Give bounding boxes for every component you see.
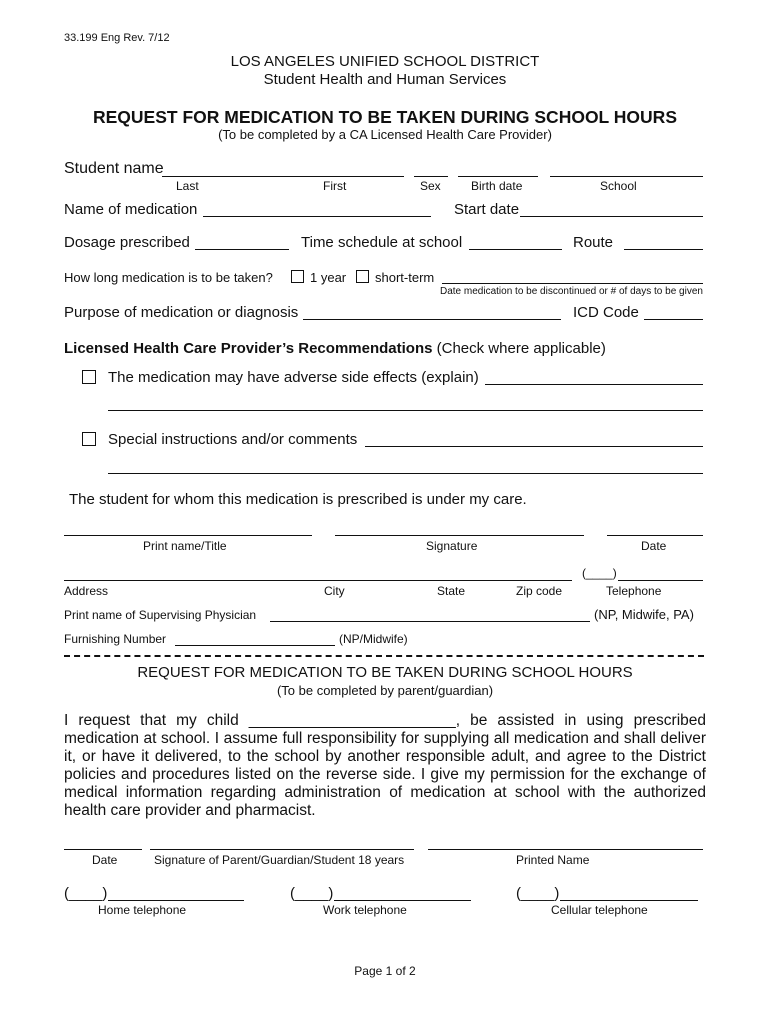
sex-field[interactable] xyxy=(414,176,448,177)
birth-date-caption: Birth date xyxy=(471,179,523,193)
adverse-effects-field-line2[interactable] xyxy=(108,410,703,411)
date-field[interactable] xyxy=(607,535,703,536)
state-caption: State xyxy=(437,584,466,598)
telephone-caption: Telephone xyxy=(606,584,662,598)
address-caption: Address xyxy=(64,584,109,598)
start-date-label: Start date xyxy=(454,201,520,218)
np-midwife-pa-note: (NP, Midwife, PA) xyxy=(594,607,694,622)
first-caption: First xyxy=(323,179,347,193)
signature-field[interactable] xyxy=(335,535,584,536)
recommendations-note: (Check where applicable) xyxy=(436,340,606,357)
district-name: LOS ANGELES UNIFIED SCHOOL DISTRICT xyxy=(230,53,540,70)
care-statement: The student for whom this medication is prescribed is under my care. xyxy=(69,491,527,508)
short-term-label: short-term xyxy=(375,270,435,285)
supervising-physician-label: Print name of Supervising Physician xyxy=(64,608,257,622)
dosage-field[interactable] xyxy=(195,249,289,250)
np-midwife-note: (NP/Midwife) xyxy=(339,632,408,646)
cell-phone-area-code[interactable]: (____) xyxy=(516,885,560,902)
parent-consent-paragraph: I request that my child ________________________, be assisted in using prescribed medication at school. I assume full responsibility for supplying all medication and shall deliver it, or have it delivered, to the school by another responsible adult, and agree to the District policies and procedures listed on the reverse side. I give my permission for the exchange of medical information regarding administration of medication at school with the authorized health care provider and pharmacist. xyxy=(64,712,706,819)
form-subtitle: (To be completed by a CA Licensed Health Care Provider) xyxy=(218,127,552,142)
adverse-effects-field[interactable] xyxy=(485,384,703,385)
zip-code-caption: Zip code xyxy=(516,584,563,598)
address-field[interactable] xyxy=(64,580,572,581)
adverse-effects-checkbox[interactable] xyxy=(82,370,96,384)
how-long-label: How long medication is to be taken? xyxy=(64,270,273,285)
telephone-area-code[interactable]: (____) xyxy=(582,566,617,580)
special-instructions-checkbox[interactable] xyxy=(82,432,96,446)
form-code: 33.199 Eng Rev. 7/12 xyxy=(64,32,170,44)
parent-section-title: REQUEST FOR MEDICATION TO BE TAKEN DURING SCHOOL HOURS xyxy=(137,664,633,681)
discontinue-field[interactable] xyxy=(442,283,703,284)
time-schedule-label: Time schedule at school xyxy=(301,234,463,251)
special-instructions-field[interactable] xyxy=(365,446,703,447)
work-phone-field[interactable] xyxy=(334,900,471,901)
printed-name-caption: Printed Name xyxy=(516,853,590,867)
print-name-field[interactable] xyxy=(64,535,312,536)
purpose-label: Purpose of medication or diagnosis xyxy=(64,304,299,321)
furnishing-number-field[interactable] xyxy=(175,645,335,646)
student-name-label: Student name xyxy=(64,160,164,177)
route-field[interactable] xyxy=(624,249,703,250)
route-label: Route xyxy=(573,234,614,251)
department-name: Student Health and Human Services xyxy=(263,71,507,88)
birth-date-field[interactable] xyxy=(458,176,538,177)
furnishing-number-label: Furnishing Number xyxy=(64,632,167,646)
work-phone-caption: Work telephone xyxy=(323,903,407,917)
cell-phone-caption: Cellular telephone xyxy=(551,903,648,917)
work-phone-area-code[interactable]: (____) xyxy=(290,885,334,902)
one-year-label: 1 year xyxy=(310,270,347,285)
supervising-physician-field[interactable] xyxy=(270,621,590,622)
parent-section-subtitle: (To be completed by parent/guardian) xyxy=(276,683,494,698)
home-phone-field[interactable] xyxy=(108,900,244,901)
printed-name-field[interactable] xyxy=(428,849,703,850)
school-caption: School xyxy=(600,179,637,193)
time-schedule-field[interactable] xyxy=(469,249,562,250)
short-term-checkbox[interactable] xyxy=(356,270,369,283)
special-instructions-field-line2[interactable] xyxy=(108,473,703,474)
medication-field[interactable] xyxy=(203,216,431,217)
parent-date-caption: Date xyxy=(92,853,118,867)
city-caption: City xyxy=(324,584,345,598)
adverse-effects-label: The medication may have adverse side effects (explain) xyxy=(108,369,479,386)
student-name-field[interactable] xyxy=(162,176,404,177)
page-number: Page 1 of 2 xyxy=(354,964,416,978)
medication-label: Name of medication xyxy=(64,201,198,218)
purpose-field[interactable] xyxy=(303,319,561,320)
start-date-field[interactable] xyxy=(520,216,703,217)
signature-caption: Signature xyxy=(426,539,478,553)
parent-signature-field[interactable] xyxy=(150,849,414,850)
discontinue-caption: Date medication to be discontinued or # of days to be given xyxy=(440,286,703,297)
print-name-caption: Print name/Title xyxy=(143,539,227,553)
form-title: REQUEST FOR MEDICATION TO BE TAKEN DURING SCHOOL HOURS xyxy=(92,107,677,127)
special-instructions-label: Special instructions and/or comments xyxy=(108,431,358,448)
home-phone-area-code[interactable]: (____) xyxy=(64,885,108,902)
home-phone-caption: Home telephone xyxy=(98,903,187,917)
school-field[interactable] xyxy=(550,176,703,177)
last-caption: Last xyxy=(176,179,199,193)
date-caption: Date xyxy=(641,539,667,553)
parent-signature-caption: Signature of Parent/Guardian/Student 18 years xyxy=(154,853,405,867)
icd-code-label: ICD Code xyxy=(573,304,639,321)
telephone-field[interactable] xyxy=(618,580,703,581)
cell-phone-field[interactable] xyxy=(560,900,698,901)
one-year-checkbox[interactable] xyxy=(291,270,304,283)
dosage-label: Dosage prescribed xyxy=(64,234,190,251)
parent-date-field[interactable] xyxy=(64,849,142,850)
sex-caption: Sex xyxy=(420,179,441,193)
recommendations-heading xyxy=(64,340,606,357)
recommendations-bold: Licensed Health Care Provider’s Recommendations xyxy=(64,340,433,357)
section-divider xyxy=(64,655,704,657)
icd-code-field[interactable] xyxy=(644,319,703,320)
